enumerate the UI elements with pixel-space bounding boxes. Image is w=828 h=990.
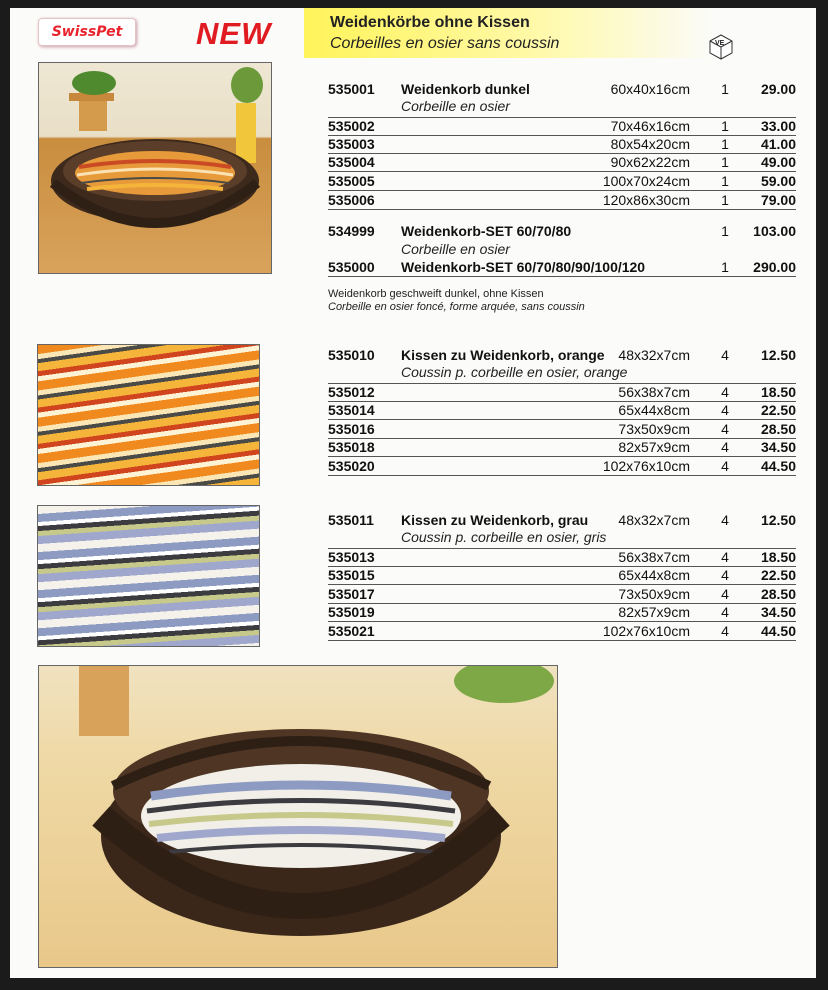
- product-price: 34.50: [760, 439, 796, 455]
- product-size: 100x70x24cm: [602, 173, 690, 189]
- product-size: 48x32x7cm: [618, 512, 690, 528]
- product-qty: 1: [721, 259, 729, 275]
- product-size: 56x38x7cm: [618, 384, 690, 400]
- table-row-code: 535000: [328, 259, 375, 275]
- table-row-code: 535015: [328, 567, 375, 583]
- table-row-code: 535016: [328, 421, 375, 437]
- product-size: 65x44x8cm: [618, 567, 690, 583]
- product-name-fr: Coussin p. corbeille en osier, orange: [401, 364, 628, 380]
- product-size: 70x46x16cm: [610, 118, 690, 134]
- table-row-code: 535013: [328, 549, 375, 565]
- table-row-code: 535003: [328, 136, 375, 152]
- product-qty: 4: [721, 549, 729, 565]
- product-qty: 4: [721, 458, 729, 474]
- section-title-de: Weidenkörbe ohne Kissen: [330, 14, 530, 31]
- product-name: Kissen zu Weidenkorb, orange: [401, 347, 605, 363]
- row-divider: [328, 584, 796, 585]
- section-title-fr: Corbeilles en osier sans coussin: [330, 35, 560, 52]
- table-row-code: 535005: [328, 173, 375, 189]
- product-price: 41.00: [760, 136, 796, 152]
- product-price: 28.50: [760, 421, 796, 437]
- table-row-code: 535021: [328, 623, 375, 639]
- product-size: 90x62x22cm: [610, 154, 690, 170]
- product-qty: 4: [721, 439, 729, 455]
- product-price: 12.50: [760, 512, 796, 528]
- product-size: 82x57x9cm: [618, 439, 690, 455]
- table-row-code: 535020: [328, 458, 375, 474]
- product-size: 120x86x30cm: [602, 192, 690, 208]
- product-note-fr: Corbeille en osier foncé, forme arquée, sans coussin: [328, 301, 585, 313]
- product-qty: 4: [721, 623, 729, 639]
- product-price: 290.00: [753, 259, 796, 275]
- product-qty: 1: [721, 192, 729, 208]
- product-price: 18.50: [760, 384, 796, 400]
- product-qty: 4: [721, 604, 729, 620]
- product-size: 56x38x7cm: [618, 549, 690, 565]
- row-divider: [328, 209, 796, 210]
- product-size: 60x40x16cm: [610, 81, 690, 97]
- product-name: Weidenkorb dunkel: [401, 81, 530, 97]
- table-row-code: 535004: [328, 154, 375, 170]
- orange-cushion-photo: [37, 344, 260, 486]
- table-row-code: 535006: [328, 192, 375, 208]
- product-size: 102x76x10cm: [602, 623, 690, 639]
- table-row-code: 535011: [328, 512, 374, 528]
- row-divider: [328, 640, 796, 641]
- table-row-code: 535010: [328, 347, 375, 363]
- product-price: 44.50: [760, 458, 796, 474]
- product-price: 29.00: [760, 81, 796, 97]
- table-row-code: 535014: [328, 402, 375, 418]
- product-name: Kissen zu Weidenkorb, grau: [401, 512, 589, 528]
- product-price: 44.50: [760, 623, 796, 639]
- product-name-fr: Corbeille en osier: [401, 98, 510, 114]
- product-price: 28.50: [760, 586, 796, 602]
- product-qty: 1: [721, 118, 729, 134]
- product-qty: 4: [721, 384, 729, 400]
- row-divider: [328, 456, 796, 457]
- product-note: Weidenkorb geschweift dunkel, ohne Kissen: [328, 288, 544, 300]
- product-size: 80x54x20cm: [610, 136, 690, 152]
- product-size: 48x32x7cm: [618, 347, 690, 363]
- brand-logo: SwissPet: [38, 18, 136, 46]
- product-price: 12.50: [760, 347, 796, 363]
- row-divider: [328, 190, 796, 191]
- table-row-code: 535018: [328, 439, 375, 455]
- product-size: 82x57x9cm: [618, 604, 690, 620]
- product-qty: 4: [721, 567, 729, 583]
- product-qty: 1: [721, 136, 729, 152]
- basket-photo-large: [38, 665, 558, 968]
- product-size: 102x76x10cm: [602, 458, 690, 474]
- product-name: Weidenkorb-SET 60/70/80: [401, 223, 572, 239]
- product-qty: 4: [721, 421, 729, 437]
- table-row-code: 535002: [328, 118, 375, 134]
- product-price: 22.50: [760, 567, 796, 583]
- table-row-code: 535017: [328, 586, 375, 602]
- product-price: 79.00: [760, 192, 796, 208]
- new-badge: NEW: [196, 16, 272, 51]
- table-row-code: 534999: [328, 223, 375, 239]
- product-price: 33.00: [760, 118, 796, 134]
- table-row-code: 535019: [328, 604, 375, 620]
- product-price: 18.50: [760, 549, 796, 565]
- row-divider: [328, 419, 796, 420]
- product-price: 49.00: [760, 154, 796, 170]
- product-price: 103.00: [753, 223, 796, 239]
- grey-cushion-photo: [37, 505, 260, 647]
- product-qty: 4: [721, 347, 729, 363]
- product-qty: 4: [721, 402, 729, 418]
- product-name-fr: Coussin p. corbeille en osier, gris: [401, 529, 607, 545]
- ve-label: VE: [715, 40, 725, 47]
- product-name: Weidenkorb-SET 60/70/80/90/100/120: [401, 259, 646, 275]
- product-qty: 4: [721, 512, 729, 528]
- product-price: 22.50: [760, 402, 796, 418]
- product-size: 65x44x8cm: [618, 402, 690, 418]
- product-qty: 1: [721, 173, 729, 189]
- row-divider: [328, 171, 796, 172]
- table-row-code: 535012: [328, 384, 375, 400]
- product-name-fr: Corbeille en osier: [401, 241, 510, 257]
- product-price: 59.00: [760, 173, 796, 189]
- catalog-page: [10, 8, 816, 978]
- product-size: 73x50x9cm: [618, 421, 690, 437]
- basket-photo-small: [38, 62, 272, 274]
- row-divider: [328, 621, 796, 622]
- row-divider: [328, 475, 796, 476]
- table-row-code: 535001: [328, 81, 375, 97]
- row-divider: [328, 276, 796, 277]
- product-qty: 4: [721, 586, 729, 602]
- product-price: 34.50: [760, 604, 796, 620]
- product-qty: 1: [721, 81, 729, 97]
- ve-box-icon: [706, 32, 736, 62]
- product-size: 73x50x9cm: [618, 586, 690, 602]
- product-qty: 1: [721, 223, 729, 239]
- product-qty: 1: [721, 154, 729, 170]
